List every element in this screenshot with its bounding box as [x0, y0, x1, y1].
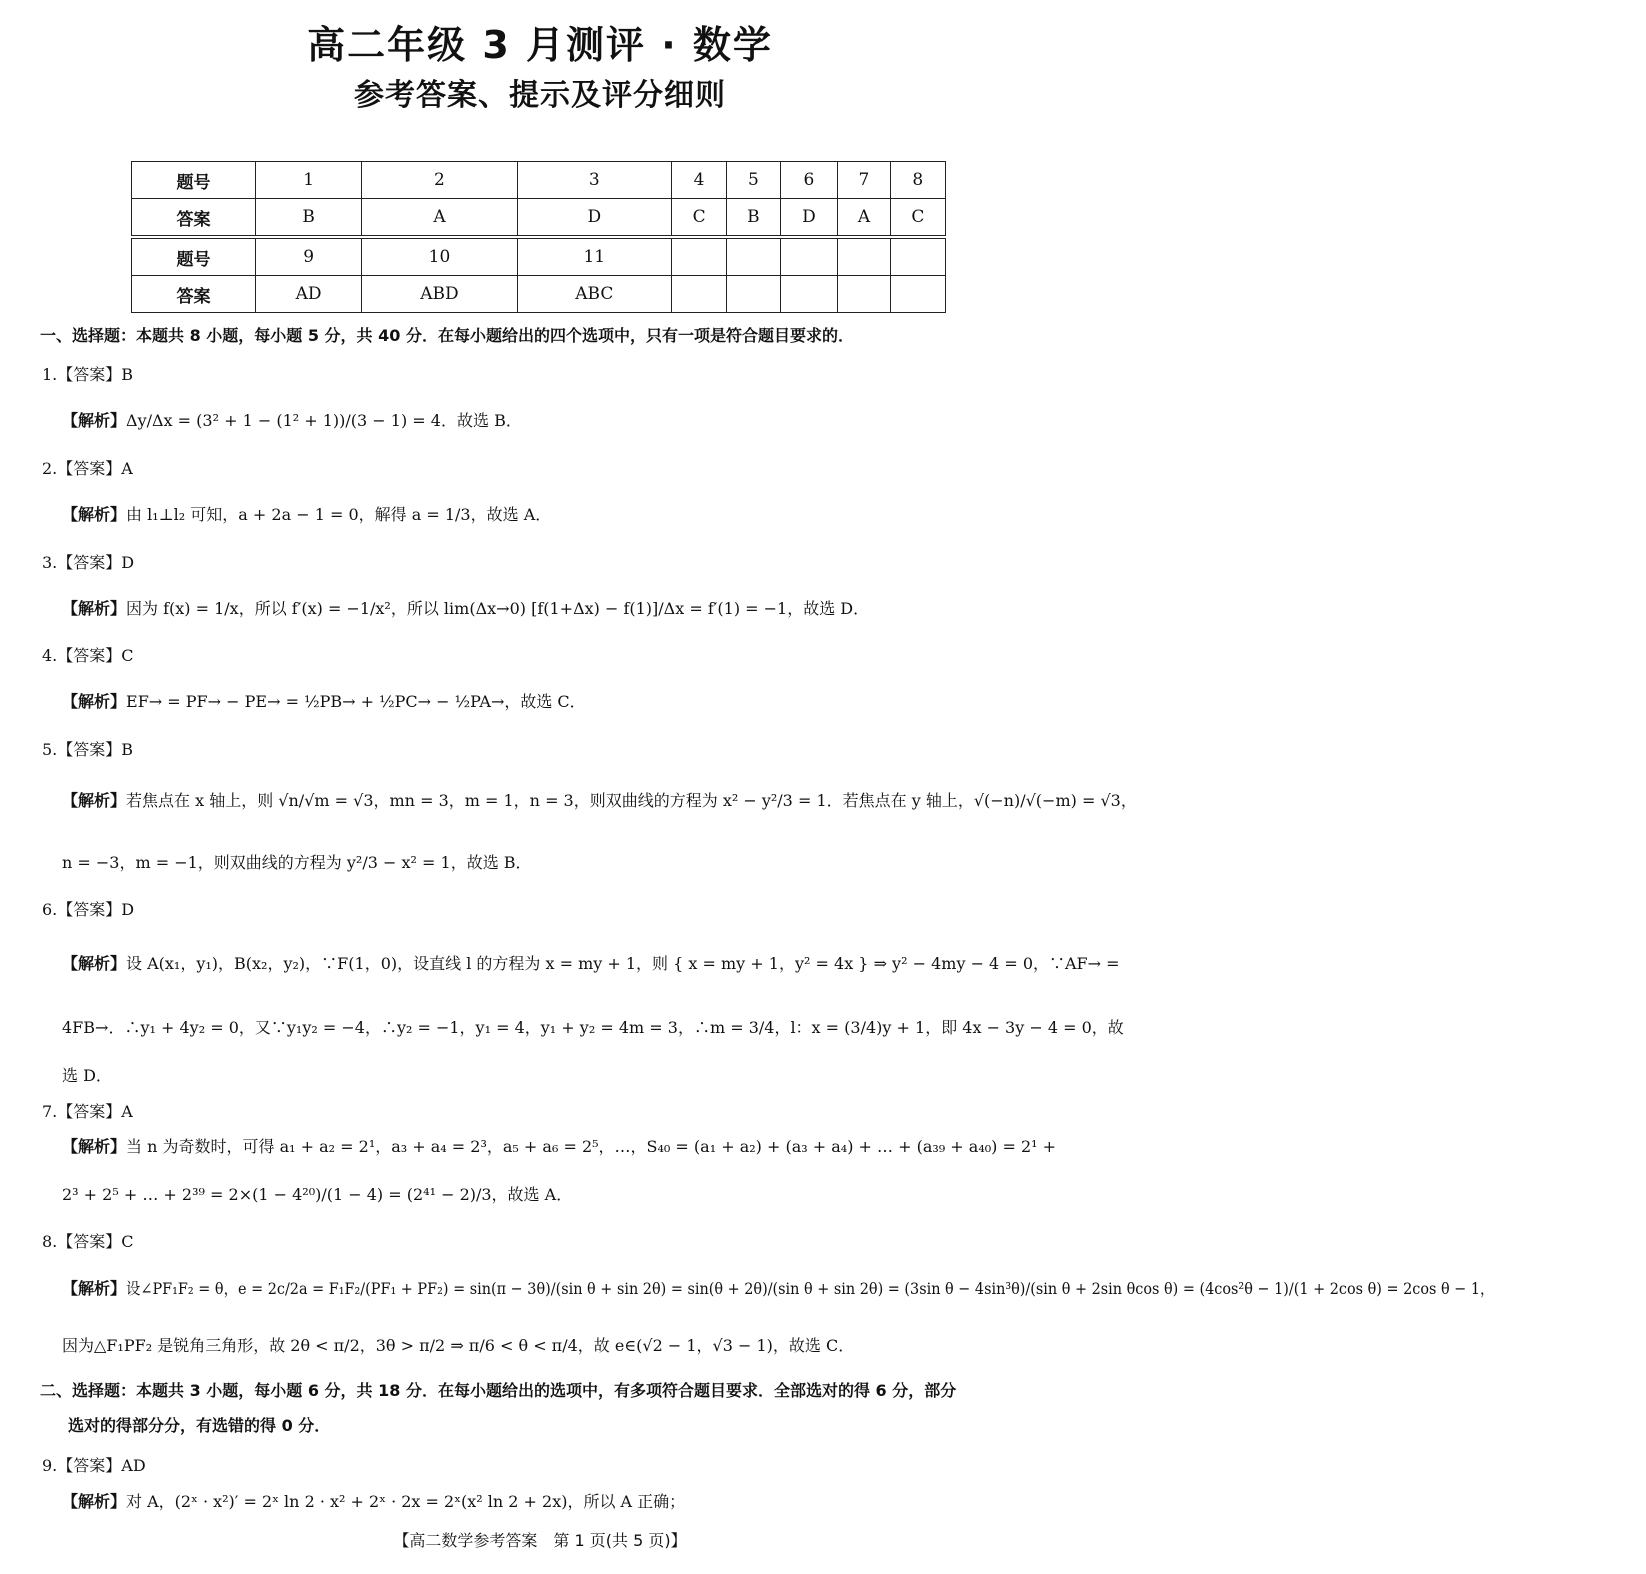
explanation-text: 由 l₁⊥l₂ 可知，a + 2a − 1 = 0，解得 a = 1/3，故选 A． [126, 505, 552, 524]
table-cell [838, 237, 890, 276]
explanation-text: 对 A，(2ˣ · x²)′ = 2ˣ ln 2 · x² + 2ˣ · 2x = 2ˣ(x² ln 2 + 2x)，所以 A 正确； [126, 1492, 686, 1511]
table-cell [727, 237, 780, 276]
explanation-text: 设 A(x₁，y₁)，B(x₂，y₂)，∵F(1，0)，设直线 l 的方程为 x = my + 1，则 { x = my + 1，y² = 4x } ⇒ y² − 4my − 4 = 0，∵AF→ = [126, 954, 1120, 973]
table-cell: D [780, 199, 838, 238]
table-cell: A [838, 199, 890, 238]
page-title: 高二年级 3 月测评 · 数学 [307, 23, 773, 67]
table-cell: 11 [517, 237, 671, 276]
table-cell: 4 [671, 162, 726, 199]
table-cell: 2 [362, 162, 517, 199]
section-heading-continued: 选对的得部分分，有选错的得 0 分． [68, 1416, 331, 1435]
table-cell: AD [256, 276, 362, 313]
analysis-tag: 【解析】 [62, 791, 127, 810]
explanation-line: 因为△F₁PF₂ 是锐角三角形，故 2θ < π/2，3θ > π/2 ⇒ π/6 < θ < π/4，故 e∈(√2 − 1，√3 − 1)，故选 C． [62, 1336, 855, 1355]
analysis-tag: 【解析】 [62, 692, 127, 711]
answer-line: 5.【答案】B [42, 740, 134, 759]
analysis-tag: 【解析】 [62, 411, 127, 430]
explanation-line: 2³ + 2⁵ + … + 2³⁹ = 2×(1 − 4²⁰)/(1 − 4) = (2⁴¹ − 2)/3，故选 A． [62, 1185, 573, 1204]
explanation-line [62, 596, 869, 619]
explanation-text: 因为 f(x) = 1/x，所以 f′(x) = −1/x²，所以 lim(Δx→0) [f(1+Δx) − f(1)]/Δx = f′(1) = −1，故选 D． [126, 599, 870, 618]
answer-line: 2.【答案】A [42, 459, 133, 478]
table-cell: 6 [780, 162, 838, 199]
explanation-text: 若焦点在 x 轴上，则 √n/√m = √3，mn = 3，m = 1，n = 3，则双曲线的方程为 x² − y²/3 = 1．若焦点在 y 轴上，√(−n)/√(−m) = √3， [126, 791, 1137, 810]
explanation-text: 当 n 为奇数时，可得 a₁ + a₂ = 2¹，a₃ + a₄ = 2³，a₅ + a₆ = 2⁵，…，S₄₀ = (a₁ + a₂) + (a₃ + a₄) + … + (a₃₉ + a₄₀) = 2¹ + [126, 1137, 1057, 1156]
explanation-text: 设∠PF₁F₂ = θ，e = 2c/2a = F₁F₂/(PF₁ + PF₂) = sin(π − 3θ)/(sin θ + sin 2θ) = sin(θ + 2θ)/(sin θ + sin 2θ) = (3sin θ − 4sin³θ)/(sin θ + 2sin θcos θ) = (4cos²θ − 1)/(1 + 2cos θ) = 2cos θ − 1， [126, 1279, 1495, 1298]
table-cell: ABD [362, 276, 517, 313]
table-cell [890, 276, 945, 313]
table-row [132, 276, 946, 313]
table-row [132, 199, 946, 238]
table-cell: 5 [727, 162, 780, 199]
explanation-line [62, 788, 1137, 811]
table-cell [780, 276, 838, 313]
section-heading: 二、选择题：本题共 3 小题，每小题 6 分，共 18 分．在每小题给出的选项中，有多项符合题目要求．全部选对的得 6 分，部分 [40, 1381, 957, 1400]
explanation-line [62, 1134, 1056, 1157]
answer-table [131, 161, 946, 313]
row-label-answer: 答案 [132, 276, 256, 313]
table-cell: C [890, 199, 945, 238]
table-cell [838, 276, 890, 313]
explanation-line: n = −3，m = −1，则双曲线的方程为 y²/3 − x² = 1，故选 B． [62, 853, 532, 872]
explanation-line [62, 1489, 685, 1512]
table-cell: 3 [517, 162, 671, 199]
table-cell: 8 [890, 162, 945, 199]
explanation-line [62, 689, 586, 712]
explanation-text: EF→ = PF→ − PE→ = ½PB→ + ½PC→ − ½PA→，故选 C． [126, 692, 586, 711]
answer-line: 3.【答案】D [42, 553, 135, 572]
table-cell: C [671, 199, 726, 238]
answer-line: 9.【答案】AD [42, 1456, 146, 1475]
table-cell [671, 237, 726, 276]
answer-line: 4.【答案】C [42, 646, 134, 665]
table-cell [727, 276, 780, 313]
table-row [132, 237, 946, 276]
section-heading: 一、选择题：本题共 8 小题，每小题 5 分，共 40 分．在每小题给出的四个选项中，只有一项是符合题目要求的． [40, 326, 854, 345]
row-label-number: 题号 [132, 237, 256, 276]
table-cell: D [517, 199, 671, 238]
answer-line: 8.【答案】C [42, 1232, 134, 1251]
analysis-tag: 【解析】 [62, 954, 127, 973]
analysis-tag: 【解析】 [62, 505, 127, 524]
explanation-line: 选 D． [62, 1066, 112, 1085]
table-cell [671, 276, 726, 313]
explanation-text: Δy/Δx = (3² + 1 − (1² + 1))/(3 − 1) = 4．故选 B． [126, 411, 522, 430]
table-cell: 1 [256, 162, 362, 199]
explanation-line: 4FB→．∴y₁ + 4y₂ = 0，又∵y₁y₂ = −4，∴y₂ = −1，y₁ = 4，y₁ + y₂ = 4m = 3，∴m = 3/4，l：x = (3/4)y + 1，即 4x − 3y − 4 = 0，故 [62, 1018, 1124, 1037]
table-cell: ABC [517, 276, 671, 313]
table-row [132, 162, 946, 199]
explanation-line [62, 951, 1120, 974]
analysis-tag: 【解析】 [62, 1279, 127, 1298]
page-footer: 【高二数学参考答案 第 1 页(共 5 页)】 [393, 1531, 687, 1550]
answer-line: 6.【答案】D [42, 900, 135, 919]
row-label-number: 题号 [132, 162, 256, 199]
table-cell: 7 [838, 162, 890, 199]
explanation-line [62, 502, 551, 525]
table-cell: 10 [362, 237, 517, 276]
page-subtitle: 参考答案、提示及评分细则 [354, 78, 726, 113]
explanation-line [62, 408, 522, 431]
table-cell [890, 237, 945, 276]
analysis-tag: 【解析】 [62, 599, 127, 618]
table-cell [780, 237, 838, 276]
answer-line: 7.【答案】A [42, 1102, 133, 1121]
table-cell: A [362, 199, 517, 238]
explanation-line [62, 1276, 1646, 1299]
table-cell: 9 [256, 237, 362, 276]
analysis-tag: 【解析】 [62, 1137, 127, 1156]
row-label-answer: 答案 [132, 199, 256, 238]
table-cell: B [727, 199, 780, 238]
table-cell: B [256, 199, 362, 238]
analysis-tag: 【解析】 [62, 1492, 127, 1511]
answer-line: 1.【答案】B [42, 365, 134, 384]
